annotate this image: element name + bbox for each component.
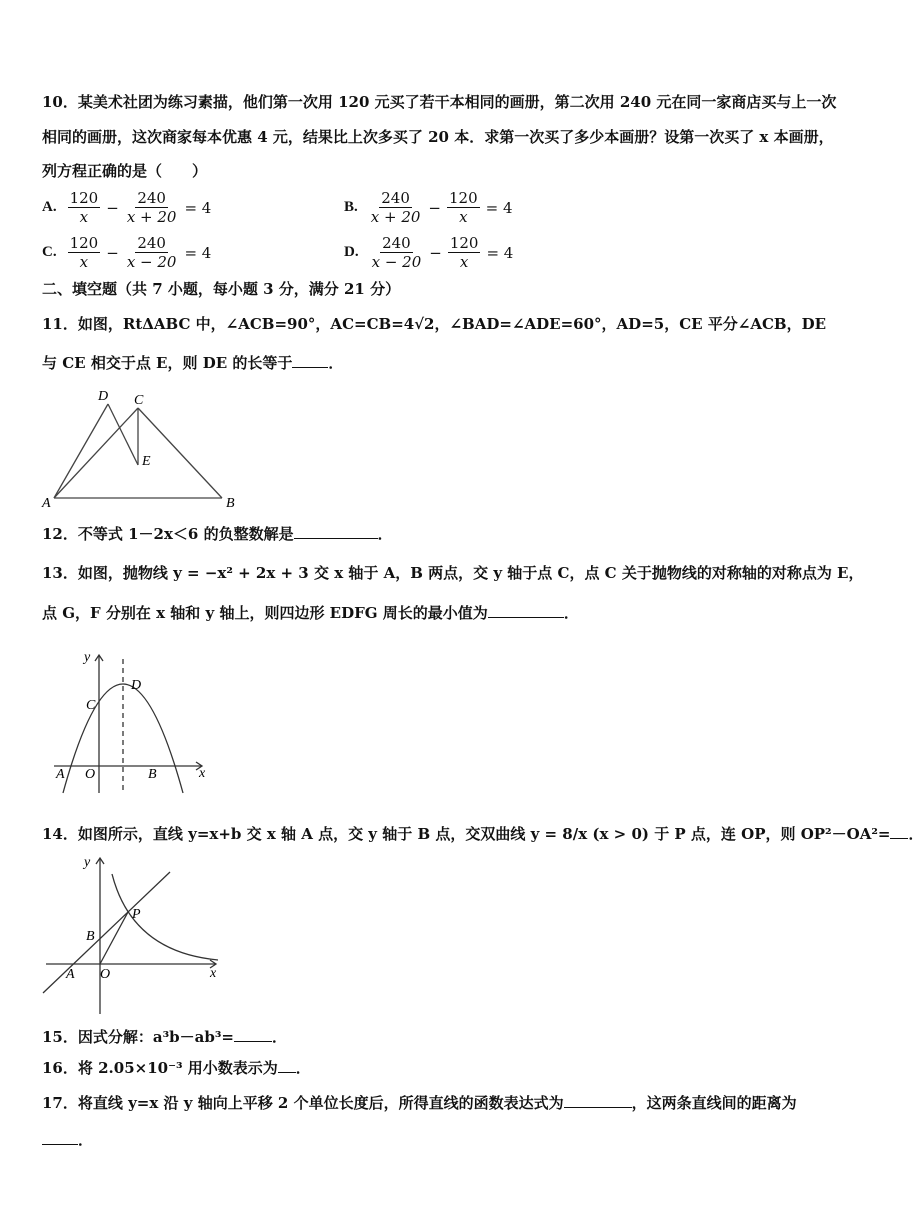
label-b: B bbox=[148, 767, 157, 782]
answer-blank[interactable] bbox=[292, 353, 328, 368]
denominator: x bbox=[79, 253, 89, 271]
q17-line-1 bbox=[42, 1093, 797, 1113]
answer-blank[interactable] bbox=[488, 603, 564, 618]
q17-line-1-text: 17．将直线 y=x 沿 y 轴向上平移 2 个单位长度后，所得直线的函数表达式为 bbox=[42, 1094, 564, 1112]
option-label: A. bbox=[42, 199, 57, 215]
q12-text: 12．不等式 1－2x＜6 的负整数解是 bbox=[42, 525, 294, 543]
q17-line-2: ． bbox=[42, 1130, 93, 1150]
denominator: x bbox=[459, 253, 469, 271]
q14-line-hyperbola-figure bbox=[40, 852, 222, 1017]
denominator: x + 20 bbox=[126, 208, 177, 226]
operator: − bbox=[106, 243, 119, 262]
operator: − bbox=[428, 198, 441, 217]
numerator: 120 bbox=[69, 234, 99, 252]
label-e: E bbox=[142, 454, 151, 469]
label-x: x bbox=[210, 966, 217, 981]
q10-line-3: 列方程正确的是（ ） bbox=[42, 162, 208, 180]
q15-text: 15．因式分解：a³b－ab³= bbox=[42, 1028, 234, 1046]
label-y: y bbox=[84, 650, 91, 665]
denominator: x bbox=[79, 208, 89, 226]
numerator: 240 bbox=[381, 189, 410, 207]
label-d: D bbox=[98, 389, 109, 404]
q13-line-2-text: 点 G，F 分别在 x 轴和 y 轴上，则四边形 EDFG 周长的最小值为 bbox=[42, 604, 488, 622]
q11-line-2-text: 与 CE 相交于点 E，则 DE 的长等于 bbox=[42, 354, 293, 372]
q16-text: 16．将 2.05×10⁻³ 用小数表示为 bbox=[42, 1059, 278, 1077]
q10-option-d[interactable] bbox=[344, 234, 516, 271]
label-a: A bbox=[42, 496, 51, 511]
label-c: C bbox=[86, 698, 96, 713]
q11-line-1: 11．如图，RtΔABC 中，∠ACB=90°，AC=CB=4√2，∠BAD=∠ADE=60°，AD=5，CE 平分∠ACB，DE bbox=[42, 315, 827, 333]
label-p: P bbox=[132, 907, 141, 922]
label-a: A bbox=[66, 967, 75, 982]
q10-line-2: 相同的画册，这次商家每本优惠 4 元，结果比上次多买了 20 本．求第一次买了多少本画册？设第一次买了 x 本画册， bbox=[42, 128, 834, 146]
option-label: D. bbox=[344, 244, 359, 260]
answer-blank[interactable] bbox=[42, 1130, 78, 1145]
numerator: 240 bbox=[137, 189, 166, 207]
label-b: B bbox=[226, 496, 235, 511]
label-c: C bbox=[134, 393, 144, 408]
q13-parabola-figure bbox=[52, 645, 217, 797]
answer-blank[interactable] bbox=[278, 1058, 296, 1073]
q17-line-1b-text: ，这两条直线间的距离为 bbox=[631, 1094, 797, 1112]
rhs: = 4 bbox=[184, 198, 212, 217]
numerator: 240 bbox=[137, 234, 166, 252]
denominator: x bbox=[459, 208, 468, 226]
q12-line: 12．不等式 1－2x＜6 的负整数解是 ． bbox=[42, 525, 393, 543]
segment-cb bbox=[138, 408, 222, 498]
option-label: C. bbox=[42, 244, 57, 260]
answer-blank[interactable] bbox=[564, 1093, 632, 1108]
q10-option-c[interactable] bbox=[42, 234, 214, 271]
label-a: A bbox=[56, 767, 65, 782]
label-d: D bbox=[131, 678, 142, 693]
numerator: 120 bbox=[449, 234, 479, 252]
denominator: x − 20 bbox=[371, 253, 422, 271]
numerator: 240 bbox=[382, 234, 411, 252]
q11-triangle-figure bbox=[40, 385, 250, 515]
label-x: x bbox=[199, 766, 206, 781]
numerator: 120 bbox=[449, 189, 478, 207]
denominator: x − 20 bbox=[126, 253, 177, 271]
operator: − bbox=[106, 198, 119, 217]
label-o: O bbox=[100, 967, 111, 982]
hyperbola-curve bbox=[112, 874, 218, 960]
segment-op bbox=[100, 912, 128, 964]
q13-line-2: 点 G，F 分别在 x 轴和 y 轴上，则四边形 EDFG 周长的最小值为 ． bbox=[42, 604, 579, 622]
label-o: O bbox=[85, 767, 96, 782]
section-heading: 二、填空题（共 7 小题，每小题 3 分，满分 21 分） bbox=[42, 280, 401, 298]
answer-blank[interactable] bbox=[890, 824, 908, 839]
q16-line: 16．将 2.05×10⁻³ 用小数表示为 ． bbox=[42, 1059, 311, 1077]
q10-line-1: 10．某美术社团为练习素描，他们第一次用 120 元买了若干本相同的画册，第二次用 240 元在同一家商店买与上一次 bbox=[42, 93, 837, 111]
q15-line: 15．因式分解：a³b－ab³= ． bbox=[42, 1028, 288, 1046]
operator: − bbox=[429, 243, 442, 262]
q13-line-1: 13．如图，抛物线 y = −x² + 2x + 3 交 x 轴于 A，B 两点，交 y 轴于点 C，点 C 关于抛物线的对称轴的对称点为 E， bbox=[42, 564, 864, 582]
option-label: B. bbox=[344, 199, 358, 215]
numerator: 120 bbox=[69, 189, 99, 207]
denominator: x + 20 bbox=[370, 208, 421, 226]
q14-text: 14．如图所示，直线 y=x+b 交 x 轴 A 点，交 y 轴于 B 点，交双曲线 y = 8/x (x > 0) 于 P 点，连 OP，则 OP²－OA²= bbox=[42, 825, 891, 843]
q14-line: 14．如图所示，直线 y=x+b 交 x 轴 A 点，交 y 轴于 B 点，交双曲线 y = 8/x (x > 0) 于 P 点，连 OP，则 OP²－OA²= ． bbox=[42, 825, 924, 843]
segment-ad bbox=[54, 404, 108, 498]
label-y: y bbox=[84, 855, 91, 870]
answer-blank[interactable] bbox=[234, 1027, 272, 1042]
q10-option-b[interactable] bbox=[344, 189, 516, 226]
q11-line-2: 与 CE 相交于点 E，则 DE 的长等于 ． bbox=[42, 354, 344, 372]
answer-blank[interactable] bbox=[294, 524, 378, 539]
q10-option-a[interactable] bbox=[42, 189, 214, 226]
rhs: = 4 bbox=[486, 243, 514, 262]
rhs: = 4 bbox=[184, 243, 212, 262]
rhs: = 4 bbox=[485, 198, 513, 217]
label-b: B bbox=[86, 929, 95, 944]
segment-ac bbox=[54, 408, 138, 498]
